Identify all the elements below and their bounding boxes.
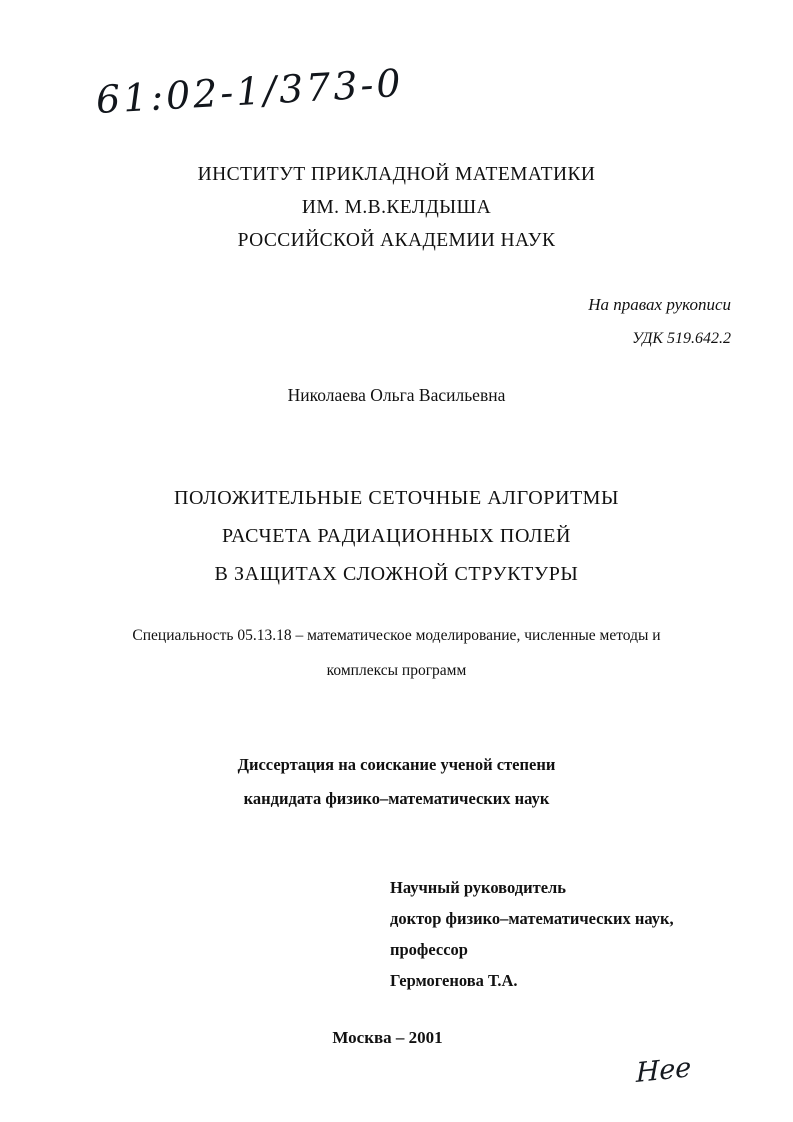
dissertation-title (0, 479, 793, 593)
degree-statement (0, 748, 793, 816)
institute-line-2: ИМ. М.В.КЕЛДЫША (301, 197, 492, 218)
institute-line-1: ИНСТИТУТ ПРИКЛАДНОЙ МАТЕМАТИКИ (197, 164, 596, 185)
handwritten-signature: Нее (636, 1052, 692, 1090)
title-line-2: РАСЧЕТА РАДИАЦИОННЫХ ПОЛЕЙ (221, 525, 572, 547)
specialty-line-2: комплексы программ (326, 662, 467, 679)
manuscript-note: На правах рукописи (588, 295, 731, 314)
manuscript-rights-block (588, 288, 731, 356)
author-name: Николаева Ольга Васильевна (287, 385, 506, 405)
imprint-city-year (0, 1028, 793, 1048)
supervisor-degree: доктор физико–математических наук, (390, 909, 674, 928)
supervisor-label: Научный руководитель (390, 878, 566, 897)
specialty-block (0, 618, 793, 688)
supervisor-name: Гермогенова Т.А. (390, 971, 518, 990)
title-line-1: ПОЛОЖИТЕЛЬНЫЕ СЕТОЧНЫЕ АЛГОРИТМЫ (173, 487, 620, 509)
handwritten-catalog-number: 61:02-1/373-0 (94, 60, 405, 122)
imprint-text: Москва – 2001 (332, 1028, 443, 1047)
title-line-3: В ЗАЩИТАХ СЛОЖНОЙ СТРУКТУРЫ (214, 563, 579, 585)
udc-code: УДК 519.642.2 (632, 330, 731, 347)
institute-header (0, 158, 793, 257)
specialty-line-1: Специальность 05.13.18 – математическое моделирование, численные методы и (132, 627, 661, 644)
degree-line-2: кандидата физико–математических наук (243, 789, 550, 808)
institute-line-3: РОССИЙСКОЙ АКАДЕМИИ НАУК (237, 230, 556, 251)
degree-line-1: Диссертация на соискание ученой степени (237, 755, 556, 774)
supervisor-block (390, 872, 674, 996)
supervisor-rank: профессор (390, 940, 468, 959)
